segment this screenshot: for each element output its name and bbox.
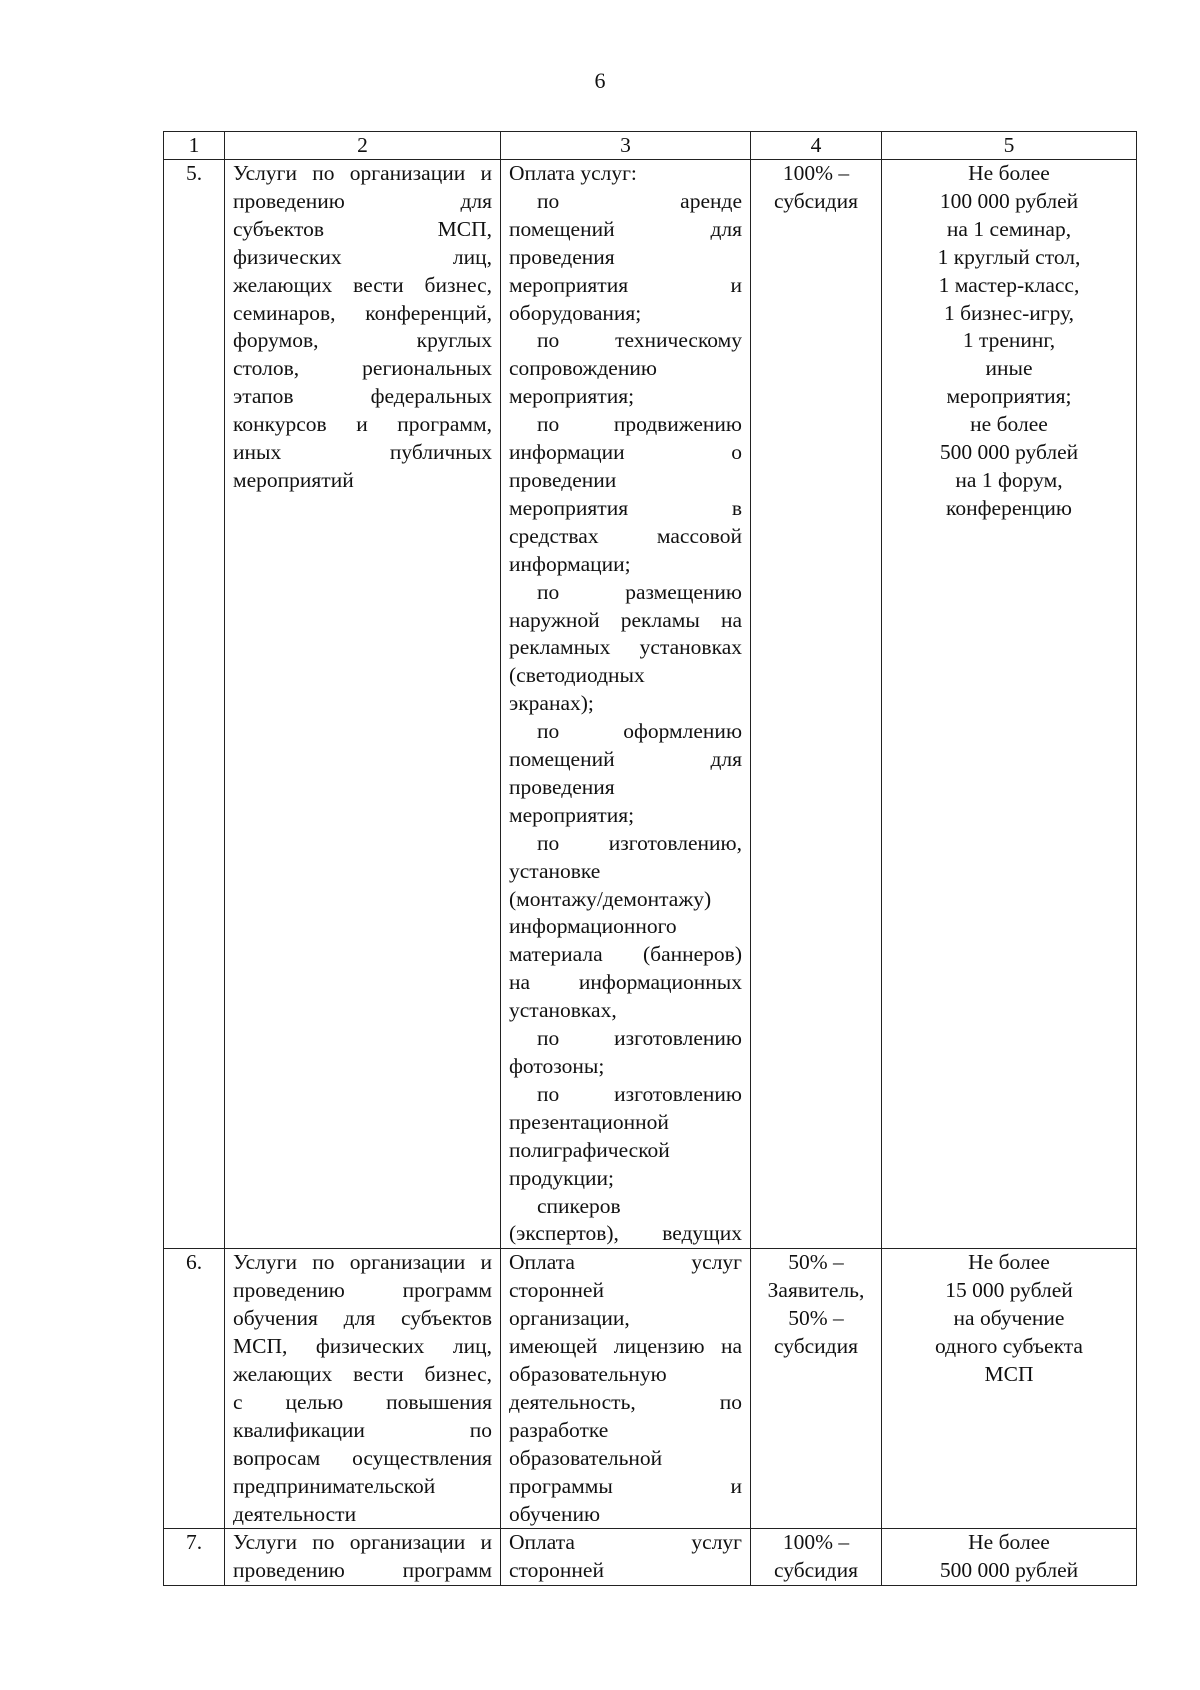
text-line: МСП xyxy=(984,1361,1034,1386)
text-line: информации о xyxy=(509,440,742,465)
text-line: семинаров, конференций, xyxy=(233,300,492,325)
services-table xyxy=(163,131,1137,1586)
text-line: желающих вести бизнес, xyxy=(233,1361,492,1386)
text-line: 1 мастер-класс, xyxy=(938,272,1080,297)
text-line: образовательную xyxy=(509,1361,667,1386)
text-line: материала (баннеров) xyxy=(509,942,742,967)
text-line: с целью повышения xyxy=(233,1389,492,1414)
text-line: сторонней xyxy=(509,1278,604,1303)
text-line: Заявитель, xyxy=(767,1278,865,1303)
service-description xyxy=(225,160,501,1249)
page-number: 6 xyxy=(594,68,606,93)
text-line: мероприятий xyxy=(233,467,354,492)
text-line: мероприятия; xyxy=(946,384,1072,409)
text-line: 500 000 рублей xyxy=(939,1558,1079,1583)
text-line: 50% – xyxy=(788,1306,844,1331)
text-line: проведения xyxy=(509,244,615,269)
text-line: субъектов МСП, xyxy=(233,216,492,241)
text-line: фотозоны; xyxy=(509,1054,605,1078)
row-number: 6. xyxy=(164,1249,225,1529)
text-line: на 1 форум, xyxy=(955,467,1063,492)
text-line: рекламных установках xyxy=(509,635,742,660)
text-line: Не более xyxy=(968,1530,1050,1555)
text-line: помещений для xyxy=(509,747,742,772)
text-line: Услуги по организации и xyxy=(233,1530,492,1555)
text-line: 1 бизнес-игру, xyxy=(943,300,1075,325)
text-line: иных публичных xyxy=(233,440,492,465)
text-line: Услуги по организации и xyxy=(233,1250,492,1275)
text-line: столов, региональных xyxy=(233,356,492,381)
text-line: Услуги по организации и xyxy=(233,161,492,185)
text-line: по оформлению xyxy=(537,719,742,744)
text-line: 1 круглый стол, xyxy=(937,244,1081,269)
text-line: Оплата услуг xyxy=(509,1250,742,1275)
text-line: не более xyxy=(970,412,1048,437)
column-header: 1 xyxy=(164,132,225,160)
text-line: Не более xyxy=(968,161,1050,185)
text-line: иные xyxy=(985,356,1033,381)
text-line: (светодиодных xyxy=(509,663,645,688)
column-header: 3 xyxy=(501,132,751,160)
max-amount xyxy=(882,160,1137,1249)
table-row xyxy=(164,1529,1137,1586)
table-row xyxy=(164,1249,1137,1529)
text-line: на информационных xyxy=(509,970,742,995)
table-row xyxy=(164,160,1137,1249)
text-line: 15 000 рублей xyxy=(945,1278,1073,1303)
text-line: экранах); xyxy=(509,691,594,716)
column-header: 2 xyxy=(225,132,501,160)
text-line: программы и xyxy=(509,1473,742,1498)
funding-share xyxy=(751,1249,882,1529)
text-line: продукции; xyxy=(509,1165,615,1190)
text-line: форумов, круглых xyxy=(233,328,492,353)
text-line: желающих вести бизнес, xyxy=(233,272,492,297)
text-line: Не более xyxy=(968,1250,1050,1275)
text-line: проведению программ xyxy=(233,1558,492,1583)
text-line: по аренде xyxy=(537,188,742,213)
column-header: 4 xyxy=(751,132,882,160)
column-header: 5 xyxy=(882,132,1137,160)
text-line: Оплата услуг xyxy=(509,1530,742,1555)
payment-description xyxy=(501,160,751,1249)
text-line: деятельности xyxy=(233,1501,357,1526)
service-description xyxy=(225,1249,501,1529)
text-line: проведения xyxy=(509,774,615,799)
text-line: обучения для субъектов xyxy=(233,1306,492,1331)
text-line: презентационной xyxy=(509,1109,669,1134)
text-line: по изготовлению xyxy=(537,1026,742,1051)
text-line: 500 000 рублей xyxy=(939,440,1079,465)
text-line: проведению программ xyxy=(233,1278,492,1303)
text-line: (экспертов), ведущих xyxy=(509,1221,742,1246)
text-line: проведению для xyxy=(233,188,492,213)
text-line: мероприятия; xyxy=(509,802,635,827)
text-line: по продвижению xyxy=(537,412,742,437)
text-line: установках, xyxy=(509,998,617,1023)
text-line: субсидия xyxy=(773,1334,859,1359)
text-line: деятельность, по xyxy=(509,1389,742,1414)
text-line: конференцию xyxy=(946,495,1072,520)
text-line: имеющей лицензию на xyxy=(509,1334,742,1359)
text-line: 100% – xyxy=(782,161,850,185)
text-line: на обучение xyxy=(953,1306,1065,1331)
text-line: информации; xyxy=(509,551,631,576)
text-line: разработке xyxy=(509,1417,609,1442)
text-line: организации, xyxy=(509,1306,630,1331)
text-line: образовательной xyxy=(509,1445,663,1470)
max-amount xyxy=(882,1249,1137,1529)
text-line: по изготовлению xyxy=(537,1081,742,1106)
payment-description xyxy=(501,1249,751,1529)
text-line: обучению xyxy=(509,1501,601,1526)
text-line: по размещению xyxy=(537,579,742,604)
text-line: (монтажу/демонтажу) xyxy=(509,886,712,911)
text-line: спикеров xyxy=(537,1193,621,1218)
text-line: сторонней xyxy=(509,1558,604,1583)
text-line: проведении xyxy=(509,467,617,492)
text-line: мероприятия и xyxy=(509,272,742,297)
text-line: субсидия xyxy=(773,188,859,213)
text-line: установке xyxy=(509,858,601,883)
text-line: мероприятия в xyxy=(509,495,742,520)
row-number: 5. xyxy=(164,160,225,1249)
text-line: конкурсов и программ, xyxy=(233,412,492,437)
row-number: 7. xyxy=(164,1529,225,1586)
funding-share xyxy=(751,160,882,1249)
text-line: 100% – xyxy=(782,1530,850,1555)
text-line: по изготовлению, xyxy=(537,830,742,855)
text-line: наружной рекламы на xyxy=(509,607,742,632)
funding-share xyxy=(751,1529,882,1586)
text-line: 1 тренинг, xyxy=(962,328,1056,353)
text-line: вопросам осуществления xyxy=(233,1445,492,1470)
text-line: помещений для xyxy=(509,216,742,241)
text-line: физических лиц, xyxy=(233,244,492,269)
text-line: мероприятия; xyxy=(509,384,635,409)
text-line: по техническому xyxy=(537,328,742,353)
text-line: средствах массовой xyxy=(509,523,742,548)
service-description xyxy=(225,1529,501,1586)
text-line: на 1 семинар, xyxy=(946,216,1072,241)
text-line: МСП, физических лиц, xyxy=(233,1334,492,1359)
text-line: 100 000 рублей xyxy=(939,188,1079,213)
text-line: одного субъекта xyxy=(935,1334,1083,1359)
max-amount xyxy=(882,1529,1137,1586)
text-line: предпринимательской xyxy=(233,1473,436,1498)
table-header-row xyxy=(164,132,1137,160)
text-line: субсидия xyxy=(773,1558,859,1583)
payment-description xyxy=(501,1529,751,1586)
text-line: полиграфической xyxy=(509,1137,670,1162)
text-line: информационного xyxy=(509,914,677,939)
text-line: Оплата услуг: xyxy=(509,161,637,185)
text-line: этапов федеральных xyxy=(233,384,492,409)
text-line: 50% – xyxy=(788,1250,844,1275)
text-line: сопровождению xyxy=(509,356,657,381)
text-line: оборудования; xyxy=(509,300,642,325)
text-line: квалификации по xyxy=(233,1417,492,1442)
